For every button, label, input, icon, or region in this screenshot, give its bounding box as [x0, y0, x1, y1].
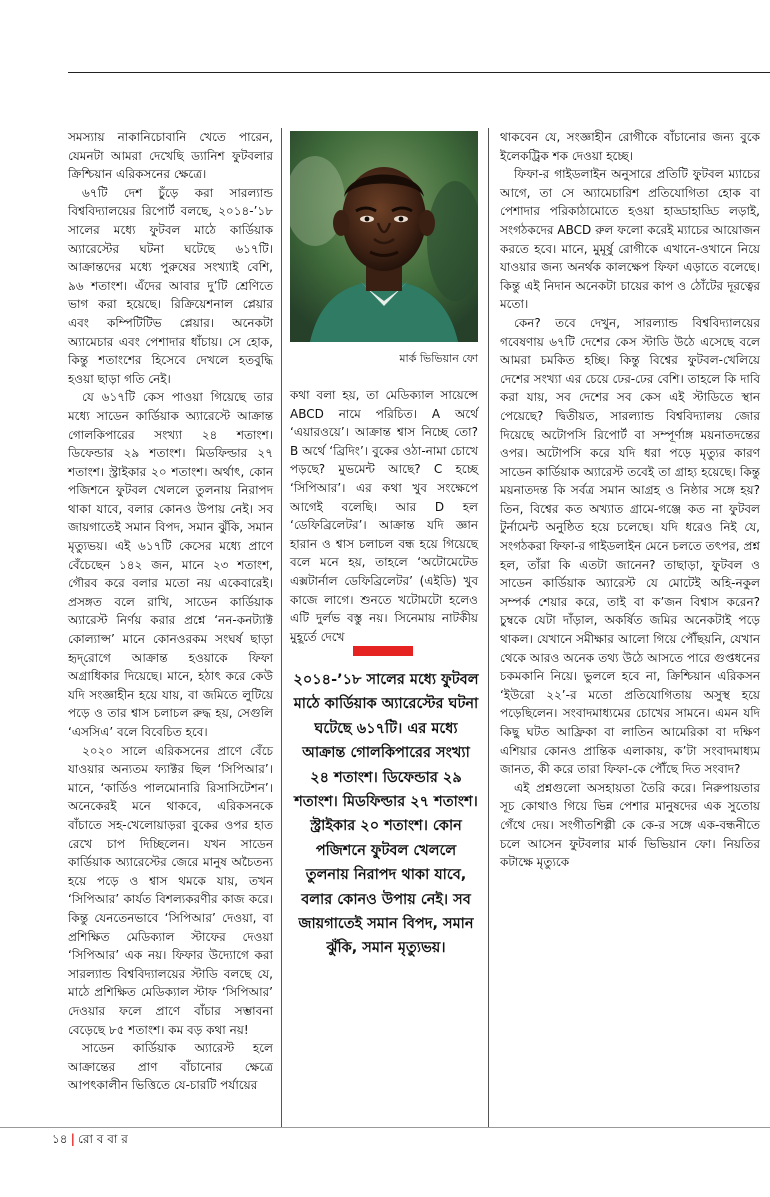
photo-caption: মার্ক ভিভিয়ান ফো	[399, 352, 478, 365]
pull-quote: ২০১৪-’১৮ সালের মধ্যে ফুটবল মাঠে কার্ডিয়াক অ্যারেস্টের ঘটনা ঘটেছে ৬১৭টি। এর মধ্যে আক্রান্ত গোলকিপারের সংখ্যা ২৪ শতাংশ। ডিফেন্ডার ২৯ শতাংশ। মিডফিল্ডার ২৭ শতাংশ। স্ট্রাইকার ২০ শতাংশ। কোন পজিশনে ফুটবল খেললে তুলনায় নিরাপদ থাকা যাবে, বলার কোনও উপায় নেই। সব জায়গাতেই সমান বিপদ, সমান ঝুঁকি, সমান মৃত্যুভয়।	[293, 672, 479, 957]
article-column-3	[500, 128, 760, 872]
magazine-name: রো ব বা র	[77, 1132, 128, 1146]
col3-paragraph-1: থাকবেন যে, সংজ্ঞাহীন রোগীকে বাঁচানোর জন্য বুকে ইলেকট্রিক শক দেওয়া হচ্ছে।	[500, 130, 760, 163]
footer-separator: |	[70, 1132, 75, 1146]
footer-rule	[0, 1127, 770, 1128]
article-column-1	[68, 128, 273, 1095]
col3-paragraph-3: কেন? তবে দেখুন, সারল্যান্ড বিশ্ববিদ্যালয়ের গবেষণায় ৬৭টি দেশের কেস স্টাডি উঠে এসেছে বলে আমরা চমকিত হচ্ছি। কিন্তু বিশ্বের ফুটবল-খেলিয়ে দেশের সংখ্যা এর চেয়ে ঢের-ঢের বেশি। তাহলে কি দাবি করা যায়, সব দেশের সব কেস এই স্টাডিতে স্থান পেয়েছে? দ্বিতীয়ত, সারল্যান্ড বিশ্ববিদ্যালয় জোর দিয়েছে অটোপসি রিপোর্ট বা সম্পূর্ণাঙ্গ ময়নাতদন্তের ওপর। অটোপসি করে যদি ধরা পড়ে মৃত্যুর কারণ সাডেন কার্ডিয়াক অ্যারেস্ট তবেই তা গ্রাহ্য হয়েছে। কিন্তু ময়নাতদন্ত কি সর্বত্র সমান আগ্রহ ও নিষ্ঠার সঙ্গে হয়? তিন, বিশ্বের কত অখ্যাত গ্রামে-গঞ্জে কত না ফুটবল টুর্নামেন্ট অনুষ্ঠিত হয়ে চলেছে। যদি ধরেও নিই যে, সংগঠকরা ফিফা-র গাইডলাইন মেনে চলতে তৎপর, প্রশ্ন হল, তাঁরা কি এতটা জানেন? তাছাড়া, ফুটবল ও সাডেন কার্ডিয়াক অ্যারেস্ট যে মোটেই অহি-নকুল সম্পর্ক শেয়ার করে, তাই বা ক’জন বিশ্বাস করেন? চুম্বকে যেটা দাঁড়াল, অকর্ষিত জমির অনেকটাই পড়ে থাকল। যেখানে সমীক্ষার আলো গিয়ে পৌঁছয়নি, যেখান থেকে আরও অনেক তথ্য উঠে আসতে পারে গুপ্তধনের চকমকানি নিয়ে। ভুললে হবে না, ক্রিশ্চিয়ান এরিকসন ‘ইউরো ২২’-র মতো প্রতিযোগিতায় অসুস্থ হয়ে পড়েছিলেন। সংবাদমাধ্যমের চোখের সামনে। এমন যদি কিছু ঘটত আফ্রিকা বা লাতিন আমেরিকা বা দক্ষিণ এশিয়ার কোনও প্রান্তিক এলাকায়, ক’টা সংবাদমাধ্যম জানত, কী করে তারা ফিফা-কে পৌঁছে দিত সংবাদ?	[500, 315, 760, 777]
col1-paragraph-1: সমস্যায় নাকানিচোবানি খেতে পারেন, যেমনটা আমরা দেখেছি ড্যানিশ ফুটবলার ক্রিশ্চিয়ান এরিকসনের ক্ষেত্রে।	[68, 130, 273, 182]
player-portrait-illustration	[290, 131, 478, 342]
col3-paragraph-4: এই প্রশ্নগুলো অসহায়তা তৈরি করে। নিরুপায়তার সূচ কোথাও গিয়ে ভিন্ন পেশার মানুষদের এক সুতোয় গেঁথে দেয়। সংগীতশিল্পী কে কে-র সঙ্গে এক-বন্ধনীতে চলে আসেন ফুটবলার মার্ক ভিভিয়ান ফো। নিয়তির কটাক্ষে মৃত্যুকে	[500, 780, 760, 870]
page-number: ১৪	[52, 1132, 68, 1146]
col1-paragraph-4: ২০২০ সালে এরিকসনের প্রাণে বেঁচে যাওয়ার অন্যতম ফ্যাক্টর ছিল ‘সিপিআর’। মানে, ‘কার্ডিও পালমোনারি রিসাসিটেশন’। অনেকেরই মনে থাকবে, এরিকসনকে বাঁচাতে সহ-খেলোয়াড়রা বুকের ওপর হাত রেখে চাপ দিচ্ছিলেন। যখন সাডেন কার্ডিয়াক অ্যারেস্টের জেরে মানুষ অচৈতন্য হয়ে পড়ে ও শ্বাস থমকে যায়, তখন ‘সিপিআর’ কার্যত বিশল্যকরণীর কাজ করে। কিন্তু যেনতেনভাবে ‘সিপিআর’ দেওয়া, বা প্রশিক্ষিত মেডিক্যাল স্টাফের দেওয়া ‘সিপিআর’ এক নয়। ফিফার উদ্যোগে করা সারল্যান্ড বিশ্ববিদ্যালয়ের স্টাডি বলছে যে, মাঠে প্রশিক্ষিত মেডিক্যাল স্টাফ ‘সিপিআর’ দেওয়ার ফলে প্রাণে বাঁচার সম্ভাবনা বেড়েছে ৮৫ শতাংশ। কম বড় কথা নয়!	[68, 743, 273, 1037]
article-column-2	[290, 386, 478, 646]
column-divider-1	[281, 128, 282, 1128]
col2-paragraph-1: কথা বলা হয়, তা মেডিক্যাল সায়েন্সে ABCD নামে পরিচিত। A অর্থে ‘এয়ারওয়ে’। আক্রান্ত শ্বাস নিচ্ছে তো? B অর্থে ‘ব্রিদিং’। বুকের ওঠা-নামা চোখে পড়ছে? মুভমেন্ট আছে? C হচ্ছে ‘সিপিআর’। এর কথা খুব সংক্ষেপে আগেই বলেছি। আর D হল ‘ডেফিব্রিলেটর’। আক্রান্ত যদি জ্ঞান হারান ও শ্বাস চলাচল বন্ধ হয়ে গিয়েছে বলে মনে হয়, তাহলে ‘অটোমেটেড এক্সটার্নাল ডেফিব্রিলেটর’ (এইডি) খুব কাজে লাগে। শুনতে খটোমটো হলেও এটি দুর্লভ বস্তু নয়। সিনেমায় নাটকীয় মুহূর্তে দেখে	[290, 388, 478, 644]
player-photo	[290, 131, 478, 342]
header-rule	[68, 72, 770, 73]
col1-paragraph-5: সাডেন কার্ডিয়াক অ্যারেস্ট হলে আক্রান্তের প্রাণ বাঁচানোর ক্ষেত্রে আপৎকালীন ভিত্তিতে যে-চারটি পর্যায়ের	[68, 1041, 273, 1093]
page-footer	[52, 1131, 128, 1151]
col1-paragraph-2: ৬৭টি দেশ চুঁড়ে করা সারল্যান্ড বিশ্ববিদ্যালয়ের রিপোর্ট বলছে, ২০১৪-’১৮ সালের মধ্যে ফুটবল মাঠে কার্ডিয়াক অ্যারেস্টের ঘটনা ঘটেছে ৬১৭টি। আক্রান্তদের মধ্যে পুরুষের সংখ্যাই বেশি, ৯৬ শতাংশ। এঁদের আবার দু’টি শ্রেণিতে ভাগ করা হয়েছে। রিক্রিয়েশনাল প্লেয়ার এবং কম্পিটিটিভ প্লেয়ার। অনেকটা অ্যামেচার এবং পেশাদার ধাঁচায়। সে হোক, কিন্তু শতাংশের হিসেবে দেখলে হতবুদ্ধি হওয়া ছাড়া গতি নেই।	[68, 185, 273, 386]
column-divider-2	[488, 128, 489, 1128]
col1-paragraph-3: যে ৬১৭টি কেস পাওয়া গিয়েছে তার মধ্যে সাডেন কার্ডিয়াক অ্যারেস্টে আক্রান্ত গোলকিপারের সংখ্যা ২৪ শতাংশ। ডিফেন্ডার ২৯ শতাংশ। মিডফিল্ডার ২৭ শতাংশ। স্ট্রাইকার ২০ শতাংশ। অর্থাৎ, কোন পজিশনে ফুটবল খেললে তুলনায় নিরাপদ থাকা যাবে, বলার কোনও উপায় নেই। সব জায়গাতেই সমান বিপদ, সমান ঝুঁকি, সমান মৃত্যুভয়। এই ৬১৭টি কেসের মধ্যে প্রাণে বেঁচেছেন ১৪২ জন, মানে ২৩ শতাংশ, গৌরব করে বলার মতো নয় একেবারেই। প্রসঙ্গত বলে রাখি, সাডেন কার্ডিয়াক অ্যারেস্ট নির্ণয় করার প্রশ্নে ‘নন-কনট্যাক্ট কোল্যাপ্স’ মানে কোনওরকম সংঘর্ষ ছাড়া হৃদ্‌রোগে আক্রান্ত হওয়াকে ফিফা অগ্রাধিকার দিয়েছে। মানে, হঠাৎ করে কেউ যদি সংজ্ঞাহীন হয়ে যায়, বা জমিতে লুটিয়ে পড়ে ও তার শ্বাস চলাচল রুদ্ধ হয়, সেগুলি ‘এসসিএ’ বলে বিবেচিত হবে।	[68, 390, 273, 739]
pull-quote-accent-bar	[353, 646, 413, 656]
col3-paragraph-2: ফিফা-র গাইডলাইন অনুসারে প্রতিটি ফুটবল ম্যাচের আগে, তা সে অ্যামেচারিশ প্রতিযোগিতা হোক বা পেশাদার পরিকাঠামোতে হওয়া হাড্ডাহাড্ডি লড়াই, সংগঠকদের ABCD রুল ফলো করেই ম্যাচের আয়োজন করতে হবে। মানে, মুমূর্ষু রোগীকে এখানে-ওখানে নিয়ে যাওয়ার জন্য অনর্থক কালক্ষেপ ফিফা এড়াতে বলেছে। কিন্তু এই নিদান অনেকটা চায়ের কাপ ও ঠোঁটের দূরত্বের মতো।	[500, 167, 760, 312]
